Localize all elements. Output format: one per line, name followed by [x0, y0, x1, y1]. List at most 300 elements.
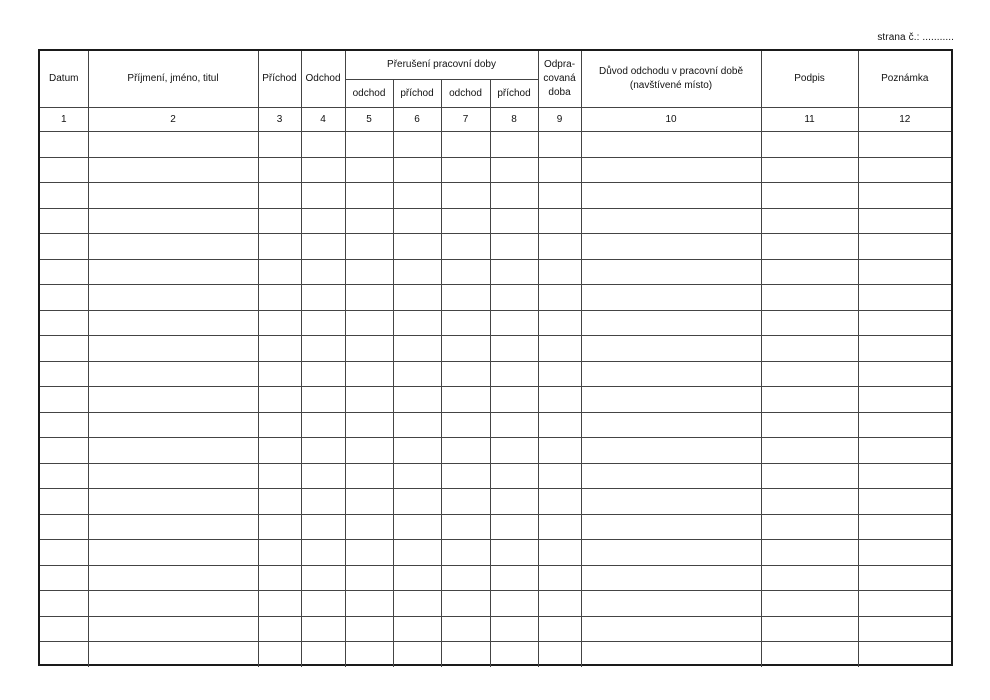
entry-row [40, 310, 951, 336]
subheader-departure-2: odchod [441, 80, 490, 108]
entry-cell[interactable] [761, 208, 858, 234]
header-signature: Podpis [761, 51, 858, 108]
subheader-departure-1: odchod [345, 80, 393, 108]
entry-cell[interactable] [345, 310, 393, 336]
entry-cell[interactable] [258, 565, 301, 591]
entry-cell[interactable] [258, 463, 301, 489]
entry-cell[interactable] [88, 591, 258, 617]
entry-cell[interactable] [490, 514, 538, 540]
entry-cell[interactable] [345, 361, 393, 387]
entry-cell[interactable] [258, 489, 301, 515]
entry-row [40, 208, 951, 234]
entry-cell[interactable] [301, 259, 345, 285]
entry-cell[interactable] [441, 591, 490, 617]
entry-cell[interactable] [393, 438, 441, 464]
entry-cell[interactable] [345, 387, 393, 413]
entry-cell[interactable] [40, 157, 88, 183]
entry-cell[interactable] [345, 540, 393, 566]
entry-row [40, 412, 951, 438]
entry-cell[interactable] [490, 540, 538, 566]
column-number: 12 [858, 108, 951, 132]
entry-cell[interactable] [258, 412, 301, 438]
entry-cell[interactable] [88, 642, 258, 667]
entry-cell[interactable] [345, 616, 393, 642]
entry-cell[interactable] [538, 234, 581, 260]
entry-cell[interactable] [581, 438, 761, 464]
entry-cell[interactable] [490, 183, 538, 209]
column-number: 11 [761, 108, 858, 132]
column-number: 3 [258, 108, 301, 132]
entry-cell[interactable] [581, 361, 761, 387]
entry-cell[interactable] [581, 336, 761, 362]
entry-cell[interactable] [761, 642, 858, 667]
entry-cell[interactable] [538, 132, 581, 158]
entry-cell[interactable] [345, 132, 393, 158]
entry-cell[interactable] [490, 412, 538, 438]
entry-cell[interactable] [538, 310, 581, 336]
entry-cell[interactable] [858, 336, 951, 362]
entry-cell[interactable] [538, 336, 581, 362]
entry-cell[interactable] [538, 259, 581, 285]
column-number: 5 [345, 108, 393, 132]
entry-cell[interactable] [761, 310, 858, 336]
entry-cell[interactable] [393, 234, 441, 260]
entry-cell[interactable] [393, 616, 441, 642]
entry-row [40, 591, 951, 617]
entry-cell[interactable] [581, 489, 761, 515]
entry-cell[interactable] [441, 285, 490, 311]
entry-cell[interactable] [441, 336, 490, 362]
entry-cell[interactable] [858, 412, 951, 438]
entry-cell[interactable] [301, 540, 345, 566]
entry-row [40, 616, 951, 642]
entry-cell[interactable] [393, 412, 441, 438]
entry-cell[interactable] [40, 642, 88, 667]
entry-cell[interactable] [301, 591, 345, 617]
entry-cell[interactable] [301, 463, 345, 489]
entry-cell[interactable] [258, 310, 301, 336]
entry-cell[interactable] [441, 565, 490, 591]
entry-cell[interactable] [345, 514, 393, 540]
entry-cell[interactable] [490, 616, 538, 642]
entry-cell[interactable] [490, 463, 538, 489]
entry-cell[interactable] [301, 183, 345, 209]
entry-cell[interactable] [393, 489, 441, 515]
entry-cell[interactable] [88, 387, 258, 413]
entry-cell[interactable] [858, 489, 951, 515]
entry-cell[interactable] [393, 565, 441, 591]
entry-cell[interactable] [345, 489, 393, 515]
entry-cell[interactable] [40, 183, 88, 209]
entry-cell[interactable] [441, 208, 490, 234]
entry-cell[interactable] [88, 565, 258, 591]
entry-cell[interactable] [490, 208, 538, 234]
entry-cell[interactable] [88, 336, 258, 362]
entry-cell[interactable] [345, 208, 393, 234]
entry-cell[interactable] [40, 616, 88, 642]
entry-cell[interactable] [581, 208, 761, 234]
entry-cell[interactable] [393, 132, 441, 158]
entry-cell[interactable] [393, 336, 441, 362]
entry-cell[interactable] [581, 591, 761, 617]
entry-cell[interactable] [258, 591, 301, 617]
entry-cell[interactable] [490, 387, 538, 413]
entry-cell[interactable] [858, 259, 951, 285]
entry-cell[interactable] [301, 438, 345, 464]
entry-cell[interactable] [858, 132, 951, 158]
entry-cell[interactable] [301, 361, 345, 387]
entry-cell[interactable] [490, 285, 538, 311]
entry-cell[interactable] [88, 259, 258, 285]
entry-cell[interactable] [581, 183, 761, 209]
entry-cell[interactable] [761, 540, 858, 566]
entry-cell[interactable] [858, 157, 951, 183]
entry-cell[interactable] [258, 183, 301, 209]
entry-cell[interactable] [393, 642, 441, 667]
entry-cell[interactable] [441, 234, 490, 260]
entry-cell[interactable] [258, 234, 301, 260]
entry-row [40, 157, 951, 183]
entry-cell[interactable] [258, 616, 301, 642]
entry-cell[interactable] [345, 412, 393, 438]
entry-cell[interactable] [490, 234, 538, 260]
entry-row [40, 259, 951, 285]
entry-cell[interactable] [88, 514, 258, 540]
entry-cell[interactable] [40, 438, 88, 464]
subheader-arrival-2: příchod [490, 80, 538, 108]
entry-cell[interactable] [441, 438, 490, 464]
entry-cell[interactable] [40, 591, 88, 617]
header-departure-reason [581, 51, 761, 108]
entry-cell[interactable] [858, 514, 951, 540]
entry-cell[interactable] [538, 208, 581, 234]
entry-cell[interactable] [761, 259, 858, 285]
entry-cell[interactable] [581, 234, 761, 260]
header-worked-time [538, 51, 581, 108]
entry-cell[interactable] [761, 412, 858, 438]
column-number: 2 [88, 108, 258, 132]
page-number-label: strana č.: ........... [877, 32, 954, 43]
entry-cell[interactable] [761, 616, 858, 642]
attendance-form [38, 49, 953, 666]
entry-cell[interactable] [538, 157, 581, 183]
entry-cell[interactable] [258, 208, 301, 234]
entry-cell[interactable] [393, 463, 441, 489]
entry-cell[interactable] [858, 310, 951, 336]
entry-cell[interactable] [858, 387, 951, 413]
entry-cell[interactable] [858, 642, 951, 667]
entry-cell[interactable] [40, 132, 88, 158]
entry-cell[interactable] [301, 285, 345, 311]
entry-cell[interactable] [345, 463, 393, 489]
entry-cell[interactable] [581, 540, 761, 566]
entry-cell[interactable] [441, 361, 490, 387]
entry-cell[interactable] [40, 285, 88, 311]
entry-cell[interactable] [761, 183, 858, 209]
entry-cell[interactable] [393, 183, 441, 209]
entry-cell[interactable] [538, 489, 581, 515]
entry-cell[interactable] [393, 514, 441, 540]
entry-cell[interactable] [345, 438, 393, 464]
entry-cell[interactable] [858, 438, 951, 464]
entry-cell[interactable] [538, 540, 581, 566]
entry-cell[interactable] [393, 259, 441, 285]
entry-cell[interactable] [258, 336, 301, 362]
entry-cell[interactable] [538, 387, 581, 413]
entry-cell[interactable] [40, 336, 88, 362]
entry-cell[interactable] [345, 183, 393, 209]
entry-cell[interactable] [301, 208, 345, 234]
header-note: Poznámka [858, 51, 951, 108]
entry-cell[interactable] [490, 642, 538, 667]
entry-cell[interactable] [490, 361, 538, 387]
entry-cell[interactable] [258, 132, 301, 158]
entry-cell[interactable] [441, 540, 490, 566]
entry-cell[interactable] [441, 463, 490, 489]
entry-cell[interactable] [858, 183, 951, 209]
entry-row [40, 234, 951, 260]
entry-cell[interactable] [345, 259, 393, 285]
entry-cell[interactable] [490, 310, 538, 336]
entry-cell[interactable] [761, 132, 858, 158]
entry-cell[interactable] [301, 565, 345, 591]
header-row [40, 51, 951, 80]
entry-cell[interactable] [581, 616, 761, 642]
entry-cell[interactable] [761, 565, 858, 591]
entry-cell[interactable] [393, 387, 441, 413]
entry-cell[interactable] [88, 489, 258, 515]
entry-cell[interactable] [490, 489, 538, 515]
entry-cell[interactable] [258, 514, 301, 540]
entry-cell[interactable] [441, 310, 490, 336]
entry-cell[interactable] [40, 565, 88, 591]
entry-cell[interactable] [581, 642, 761, 667]
entry-cell[interactable] [393, 157, 441, 183]
entry-cell[interactable] [538, 183, 581, 209]
attendance-table [40, 51, 951, 667]
header-arrival: Příchod [258, 51, 301, 108]
entry-cell[interactable] [40, 361, 88, 387]
entry-cell[interactable] [441, 183, 490, 209]
entry-cell[interactable] [258, 157, 301, 183]
entry-cell[interactable] [88, 285, 258, 311]
entry-cell[interactable] [581, 132, 761, 158]
entry-cell[interactable] [393, 591, 441, 617]
entry-cell[interactable] [345, 565, 393, 591]
entry-cell[interactable] [581, 285, 761, 311]
header-departure-reason-text: Důvod odchodu v pracovní době (navštívené místo) [599, 66, 744, 91]
entry-cell[interactable] [761, 489, 858, 515]
entry-cell[interactable] [88, 208, 258, 234]
entry-cell[interactable] [393, 208, 441, 234]
entry-cell[interactable] [490, 259, 538, 285]
entry-cell[interactable] [858, 591, 951, 617]
entry-row [40, 183, 951, 209]
entry-cell[interactable] [581, 514, 761, 540]
entry-cell[interactable] [761, 438, 858, 464]
entry-cell[interactable] [490, 591, 538, 617]
entry-cell[interactable] [761, 336, 858, 362]
entry-cell[interactable] [441, 157, 490, 183]
entry-cell[interactable] [538, 565, 581, 591]
entry-cell[interactable] [761, 361, 858, 387]
entry-row [40, 132, 951, 158]
entry-cell[interactable] [301, 387, 345, 413]
entry-cell[interactable] [858, 234, 951, 260]
entry-cell[interactable] [301, 157, 345, 183]
entry-cell[interactable] [538, 285, 581, 311]
entry-row [40, 642, 951, 667]
entry-cell[interactable] [581, 565, 761, 591]
entry-cell[interactable] [858, 463, 951, 489]
column-number: 10 [581, 108, 761, 132]
entry-cell[interactable] [40, 208, 88, 234]
entry-cell[interactable] [88, 132, 258, 158]
entry-cell[interactable] [301, 234, 345, 260]
entry-row [40, 565, 951, 591]
entry-cell[interactable] [761, 285, 858, 311]
entry-cell[interactable] [301, 132, 345, 158]
entry-row [40, 514, 951, 540]
column-number: 7 [441, 108, 490, 132]
entry-cell[interactable] [761, 591, 858, 617]
entry-cell[interactable] [88, 616, 258, 642]
entry-cell[interactable] [40, 310, 88, 336]
entry-cell[interactable] [441, 616, 490, 642]
entry-cell[interactable] [581, 412, 761, 438]
entry-cell[interactable] [88, 310, 258, 336]
entry-cell[interactable] [301, 412, 345, 438]
entry-cell[interactable] [538, 463, 581, 489]
entry-cell[interactable] [858, 540, 951, 566]
entry-cell[interactable] [858, 616, 951, 642]
entry-cell[interactable] [761, 234, 858, 260]
entry-cell[interactable] [345, 642, 393, 667]
entry-cell[interactable] [538, 591, 581, 617]
entry-cell[interactable] [345, 234, 393, 260]
entry-cell[interactable] [301, 514, 345, 540]
entry-cell[interactable] [441, 132, 490, 158]
entry-cell[interactable] [301, 616, 345, 642]
entry-cell[interactable] [538, 514, 581, 540]
entry-cell[interactable] [538, 361, 581, 387]
entry-cell[interactable] [88, 234, 258, 260]
entry-cell[interactable] [258, 361, 301, 387]
entry-cell[interactable] [40, 489, 88, 515]
entry-cell[interactable] [490, 157, 538, 183]
entry-cell[interactable] [761, 157, 858, 183]
subheader-arrival-1: příchod [393, 80, 441, 108]
entry-cell[interactable] [441, 642, 490, 667]
entry-cell[interactable] [490, 132, 538, 158]
entry-cell[interactable] [490, 336, 538, 362]
entry-cell[interactable] [301, 642, 345, 667]
entry-cell[interactable] [258, 540, 301, 566]
column-number: 1 [40, 108, 88, 132]
entry-cell[interactable] [40, 540, 88, 566]
header-name: Příjmení, jméno, titul [88, 51, 258, 108]
entry-cell[interactable] [345, 591, 393, 617]
entry-cell[interactable] [88, 463, 258, 489]
entry-cell[interactable] [441, 259, 490, 285]
column-number: 8 [490, 108, 538, 132]
entry-cell[interactable] [258, 438, 301, 464]
entry-cell[interactable] [258, 387, 301, 413]
entry-row [40, 438, 951, 464]
entry-cell[interactable] [761, 463, 858, 489]
entry-cell[interactable] [40, 463, 88, 489]
entry-cell[interactable] [761, 514, 858, 540]
entry-cell[interactable] [88, 361, 258, 387]
entry-cell[interactable] [441, 514, 490, 540]
entry-cell[interactable] [88, 438, 258, 464]
entry-cell[interactable] [301, 310, 345, 336]
header-work-interruption: Přerušení pracovní doby [345, 51, 538, 80]
header-datum: Datum [40, 51, 88, 108]
entry-cell[interactable] [393, 285, 441, 311]
entry-cell[interactable] [40, 514, 88, 540]
entry-cell[interactable] [301, 336, 345, 362]
column-number-row [40, 108, 951, 132]
entry-row [40, 336, 951, 362]
entry-cell[interactable] [581, 157, 761, 183]
entry-cell[interactable] [345, 157, 393, 183]
column-number: 9 [538, 108, 581, 132]
entry-cell[interactable] [581, 310, 761, 336]
entry-row [40, 387, 951, 413]
entry-cell[interactable] [345, 336, 393, 362]
entry-cell[interactable] [258, 642, 301, 667]
entry-cell[interactable] [581, 387, 761, 413]
entry-row [40, 285, 951, 311]
entry-cell[interactable] [40, 387, 88, 413]
entry-cell[interactable] [441, 412, 490, 438]
entry-cell[interactable] [258, 259, 301, 285]
header-worked-time-text: Odpra- covaná doba [543, 59, 576, 98]
entry-cell[interactable] [88, 183, 258, 209]
entry-cell[interactable] [40, 412, 88, 438]
entry-cell[interactable] [581, 259, 761, 285]
header-departure: Odchod [301, 51, 345, 108]
entry-cell[interactable] [858, 285, 951, 311]
entry-cell[interactable] [858, 565, 951, 591]
entry-cell[interactable] [88, 540, 258, 566]
entry-cell[interactable] [393, 310, 441, 336]
entry-cell[interactable] [345, 285, 393, 311]
entry-cell[interactable] [258, 285, 301, 311]
entry-cell[interactable] [581, 463, 761, 489]
entry-cell[interactable] [490, 565, 538, 591]
entry-cell[interactable] [761, 387, 858, 413]
entry-cell[interactable] [538, 642, 581, 667]
entry-cell[interactable] [301, 489, 345, 515]
entry-cell[interactable] [538, 412, 581, 438]
entry-cell[interactable] [40, 259, 88, 285]
entry-cell[interactable] [40, 234, 88, 260]
entry-cell[interactable] [441, 489, 490, 515]
entry-cell[interactable] [393, 540, 441, 566]
entry-row [40, 361, 951, 387]
entry-cell[interactable] [441, 387, 490, 413]
entry-cell[interactable] [858, 208, 951, 234]
entry-cell[interactable] [538, 616, 581, 642]
entry-cell[interactable] [393, 361, 441, 387]
entry-cell[interactable] [538, 438, 581, 464]
entry-cell[interactable] [858, 361, 951, 387]
entry-cell[interactable] [490, 438, 538, 464]
entry-cell[interactable] [88, 157, 258, 183]
entry-cell[interactable] [88, 412, 258, 438]
